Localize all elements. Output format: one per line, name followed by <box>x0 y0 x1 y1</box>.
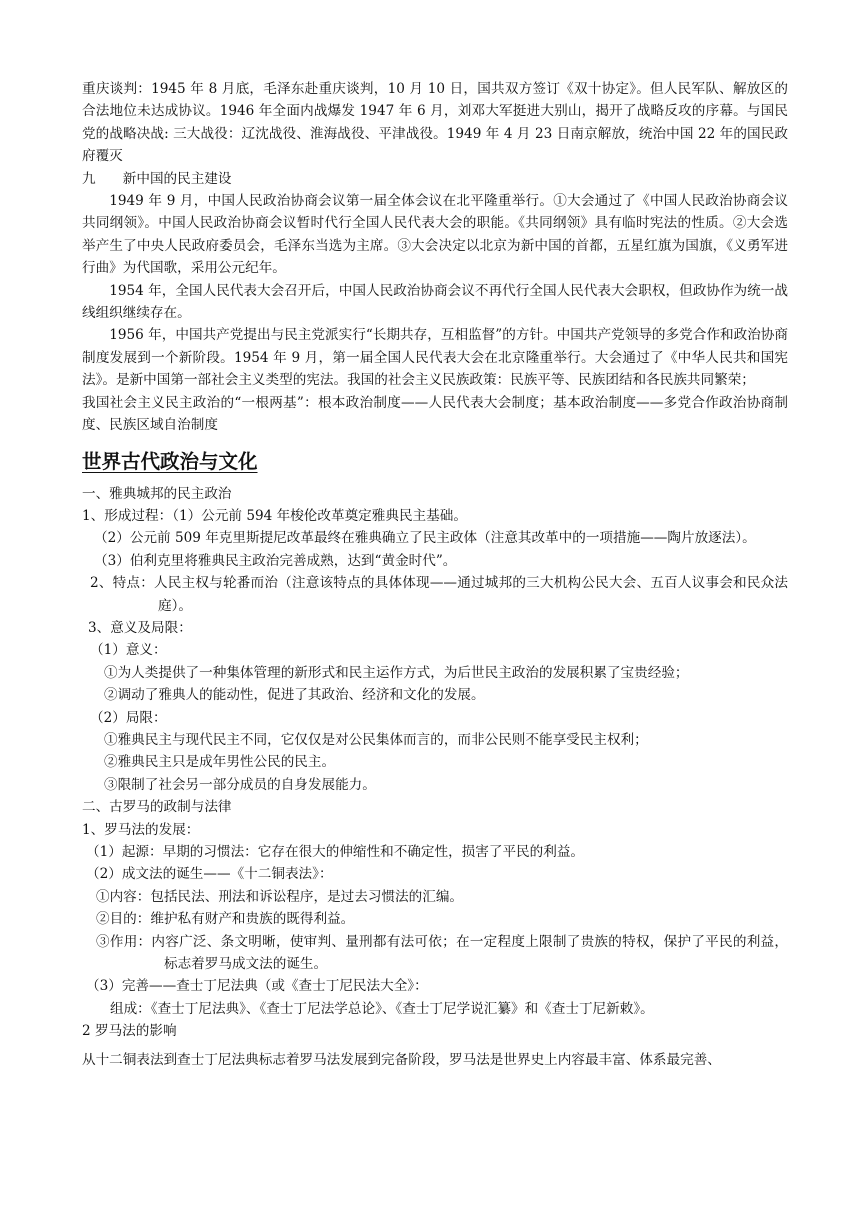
section-nine-paragraph-3: 1956 年，中国共产党提出与民主党派实行“长期共存，互相监督”的方针。中国共产党领导的多党合作和政治协商制度发展到一个新阶段。1954 年 9 月，第一届全国人民代表大会在北京隆重举行。大会通过了《中华人民共和国宪法》。是新中国第一部社会主义类型的宪法。我国的社会主义民族政策：民族平等、民族团结和各民族共同繁荣； <box>82 327 788 389</box>
rome-birth: （2）成文法的诞生——《十二铜表法》： <box>86 866 333 883</box>
rome-effect: ③作用：内容广泛、条文明晰，使审判、量刑都有法可依；在一定程度上限制了贵族的特权，保护了平民的利益，标志着罗马成文法的诞生。 <box>96 933 788 973</box>
rome-content: ①内容：包括民法、刑法和诉讼程序，是过去习惯法的汇编。 <box>96 888 464 905</box>
rome-composition: 组成：《查士丁尼法典》、《查士丁尼法学总论》、《查士丁尼学说汇纂》和《查士丁尼新敕》。 <box>110 1000 654 1017</box>
rome-title: 二、古罗马的政制与法律 <box>82 799 232 816</box>
chongqing-negotiation-paragraph: 重庆谈判：1945 年 8 月底，毛泽东赴重庆谈判，10 月 10 日，国共双方签订《双十协定》。但人民军队、解放区的合法地位未达成协议。1946 年全面内战爆发 1947 年 6 月，刘邓大军挺进大别山，揭开了战略反攻的序幕。与国民党的战略决战: 三大战役：辽沈战役、淮海战役、平津战役。1949 年 4 月 23 日南京解放，统治中国 22 年的国民政府覆灭 <box>82 81 788 165</box>
section-nine-closing: 我国社会主义民主政治的“一根两基”：根本政治制度——人民代表大会制度；基本政治制度——多党合作政治协商制度、民族区域自治制度 <box>82 394 788 434</box>
athens-limit-3: ③限制了社会另一部分成员的自身发展能力。 <box>104 776 376 793</box>
athens-title: 一、雅典城邦的民主政治 <box>82 485 232 502</box>
athens-limit-1: ①雅典民主与现代民主不同，它仅仅是对公民集体而言的，而非公民则不能享受民主权利； <box>104 731 648 748</box>
athens-features: 2、特点：人民主权与轮番而治（注意该特点的具体体现——通过城邦的三大机构公民大会、五百人议事会和民众法庭）。 <box>90 575 788 614</box>
rome-origin: （1）起源：早期的习惯法：它存在很大的伸缩性和不确定性，损害了平民的利益。 <box>86 844 585 860</box>
rome-purpose: ②目的：维护私有财产和贵族的既得利益。 <box>96 911 355 928</box>
athens-meaning-1: ①为人类提供了一种集体管理的新形式和民主运作方式，为后世民主政治的发展积累了宝贵经验； <box>104 664 689 681</box>
rome-influence-title: 2 罗马法的影响 <box>82 1023 177 1040</box>
section-nine-paragraph-2: 1954 年，全国人民代表大会召开后，中国人民政治协商会议不再代行全国人民代表大会职权，但政协作为统一战线组织继续存在。 <box>82 282 788 322</box>
section-nine-paragraph-1: 1949 年 9 月，中国人民政治协商会议第一届全体会议在北平隆重举行。①大会通过了《中国人民政治协商会议共同纲领》。中国人民政治协商会议暂时代行全国人民代表大会的职能。《共同纲领》具有临时宪法的性质。②大会选举产生了中央人民政府委员会，毛泽东当选为主席。③大会决定以北京为新中国的首都，五星红旗为国旗，《义勇军进行曲》为代国歌，采用公元纪年。 <box>82 193 788 277</box>
athens-meaning-2: ②调动了雅典人的能动性，促进了其政治、经济和文化的发展。 <box>104 687 485 704</box>
world-ancient-heading: 世界古代政治与文化 <box>82 449 258 473</box>
athens-limit-label: （2）局限： <box>90 709 167 726</box>
athens-limit-2: ②雅典民主只是成年男性公民的民主。 <box>104 754 336 771</box>
athens-formation-1: 1、形成过程：（1）公元前 594 年梭伦改革奠定雅典民主基础。 <box>82 507 467 524</box>
section-nine-title: 九 新中国的民主建设 <box>82 170 232 187</box>
athens-formation-3: （3）伯利克里将雅典民主政治完善成熟，达到“黄金时代”。 <box>94 552 457 569</box>
athens-meaning-label: （1）意义： <box>90 642 167 659</box>
athens-significance-title: 3、意义及局限： <box>88 619 192 636</box>
rome-influence-text: 从十二铜表法到查士丁尼法典标志着罗马法发展到完备阶段，罗马法是世界史上内容最丰富、体系最完善、 <box>82 1051 721 1068</box>
rome-perfect: （3）完善——查士丁尼法典（或《查士丁尼民法大全》： <box>86 978 428 995</box>
document-page <box>82 78 788 1071</box>
rome-dev-title: 1、罗马法的发展： <box>82 821 200 838</box>
athens-formation-2: （2）公元前 509 年克里斯提尼改革最终在雅典确立了民主政体（注意其改革中的一项措施——陶片放逐法）。 <box>94 530 756 547</box>
